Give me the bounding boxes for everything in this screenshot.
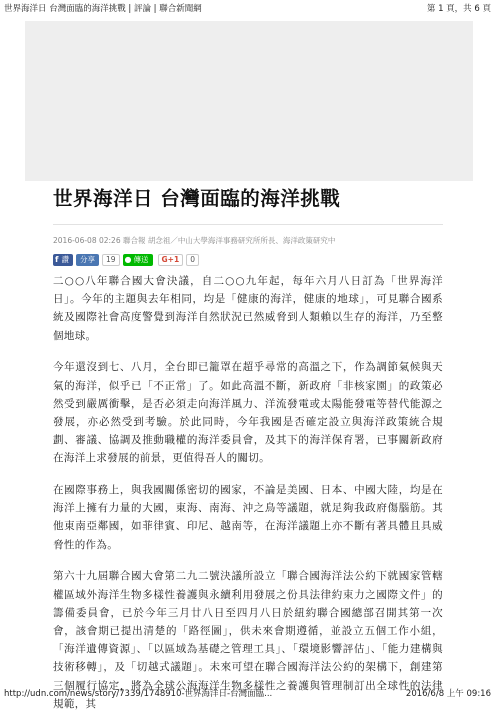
article-paragraph: 在國際事務上，與我國關係密切的國家，不論是美國、日本、中國大陸，均是在海洋上擁有力量的大國，東海、南海、沖之鳥等議題，就足夠我政府傷腦筋。其他東南亞鄰國，如菲律賓、印尼、越南等，在海洋議題上亦不斷有著具體且具威脅性的作為。: [53, 484, 443, 551]
print-footer-datetime: 2016/6/8 上午 09:16: [405, 689, 491, 699]
line-icon: ●: [124, 254, 132, 264]
article-paragraph: 第六十九屆聯合國大會第二九二號決議所設立「聯合國海洋法公約下就國家管轄權區域外海洋生物多樣性養護與永續利用發展之份具法律約束力之國際文件」的籌備委員會，已於今年三月廿八日至四月八日於紐約聯合國總部召開其第一次會，該會期已提出清楚的「路徑圖」，供未來會期遵循，並設立五個工作小組，「海洋遺傳資源」、「以區域為基礎之管理工具」、「環境影響評估」、「能力建構與技術移轉」，及「切越式議題」。未來可望在聯合國海洋法公約的架構下，創建第三個履行協定，將為全球公海海洋生物多樣性之養護與管理制訂出全球性的法律規範，其: [53, 570, 443, 710]
print-header-title: 世界海洋日 台灣面臨的海洋挑戰 | 評論 | 聯合新聞網: [4, 4, 202, 14]
article-meta: 2016-06-08 02:26 聯合報 胡念祖／中山大學海洋事務研究所所長、海洋政策研究中: [53, 236, 336, 245]
print-footer: [4, 687, 491, 699]
share-count: 19: [102, 254, 120, 266]
header-image-placeholder: [25, 21, 473, 181]
article-title: 世界海洋日 台灣面臨的海洋挑戰: [53, 187, 341, 210]
article-paragraph: 今年還沒到七、八月，全台即已籠罩在超乎尋常的高溫之下，作為調節氣候與天氣的海洋，似乎已「不正常」了。如此高溫不斷，新政府「非核家園」的政策必然受到嚴厲衝擊，是否必須走向海洋風力、洋流發電或太陽能發電等替代能源之發展，亦必然受到考驗。於此同時，今年我國是否確定設立與海洋政策統合規劃、審議、協調及推動職權的海洋委員會，及其下的海洋保育署，已事關新政府在海洋上求發展的前景，更值得吾人的關切。: [53, 361, 443, 465]
facebook-icon: f: [55, 254, 59, 264]
print-footer-url: http://udn.com/news/story/7339/1748910-世界海洋日-台灣面臨...: [4, 689, 273, 699]
share-button[interactable]: 分享: [76, 254, 99, 266]
facebook-like-button[interactable]: [53, 254, 73, 266]
google-plus-count: 0: [186, 254, 199, 266]
share-bar: [53, 253, 443, 266]
line-send-label: 傳送: [133, 254, 149, 264]
line-send-button[interactable]: [123, 254, 153, 266]
article-body: [53, 272, 443, 713]
title-divider: [53, 224, 443, 225]
google-plus-button[interactable]: G+1: [158, 254, 184, 266]
print-header-page-count: 第 1 頁，共 6 頁: [426, 4, 491, 14]
article-container: [53, 183, 443, 726]
print-header: [4, 2, 491, 14]
facebook-like-label: 讚: [61, 254, 69, 264]
article-paragraph: 二○○八年聯合國大會決議，自二○○九年起，每年六月八日訂為「世界海洋日」。今年的主題與去年相同，均是「健康的海洋，健康的地球」，可見聯合國系統及國際社會高度警覺到海洋自然狀況已然威脅到人類賴以生存的海洋，乃至整個地球。: [53, 275, 443, 342]
